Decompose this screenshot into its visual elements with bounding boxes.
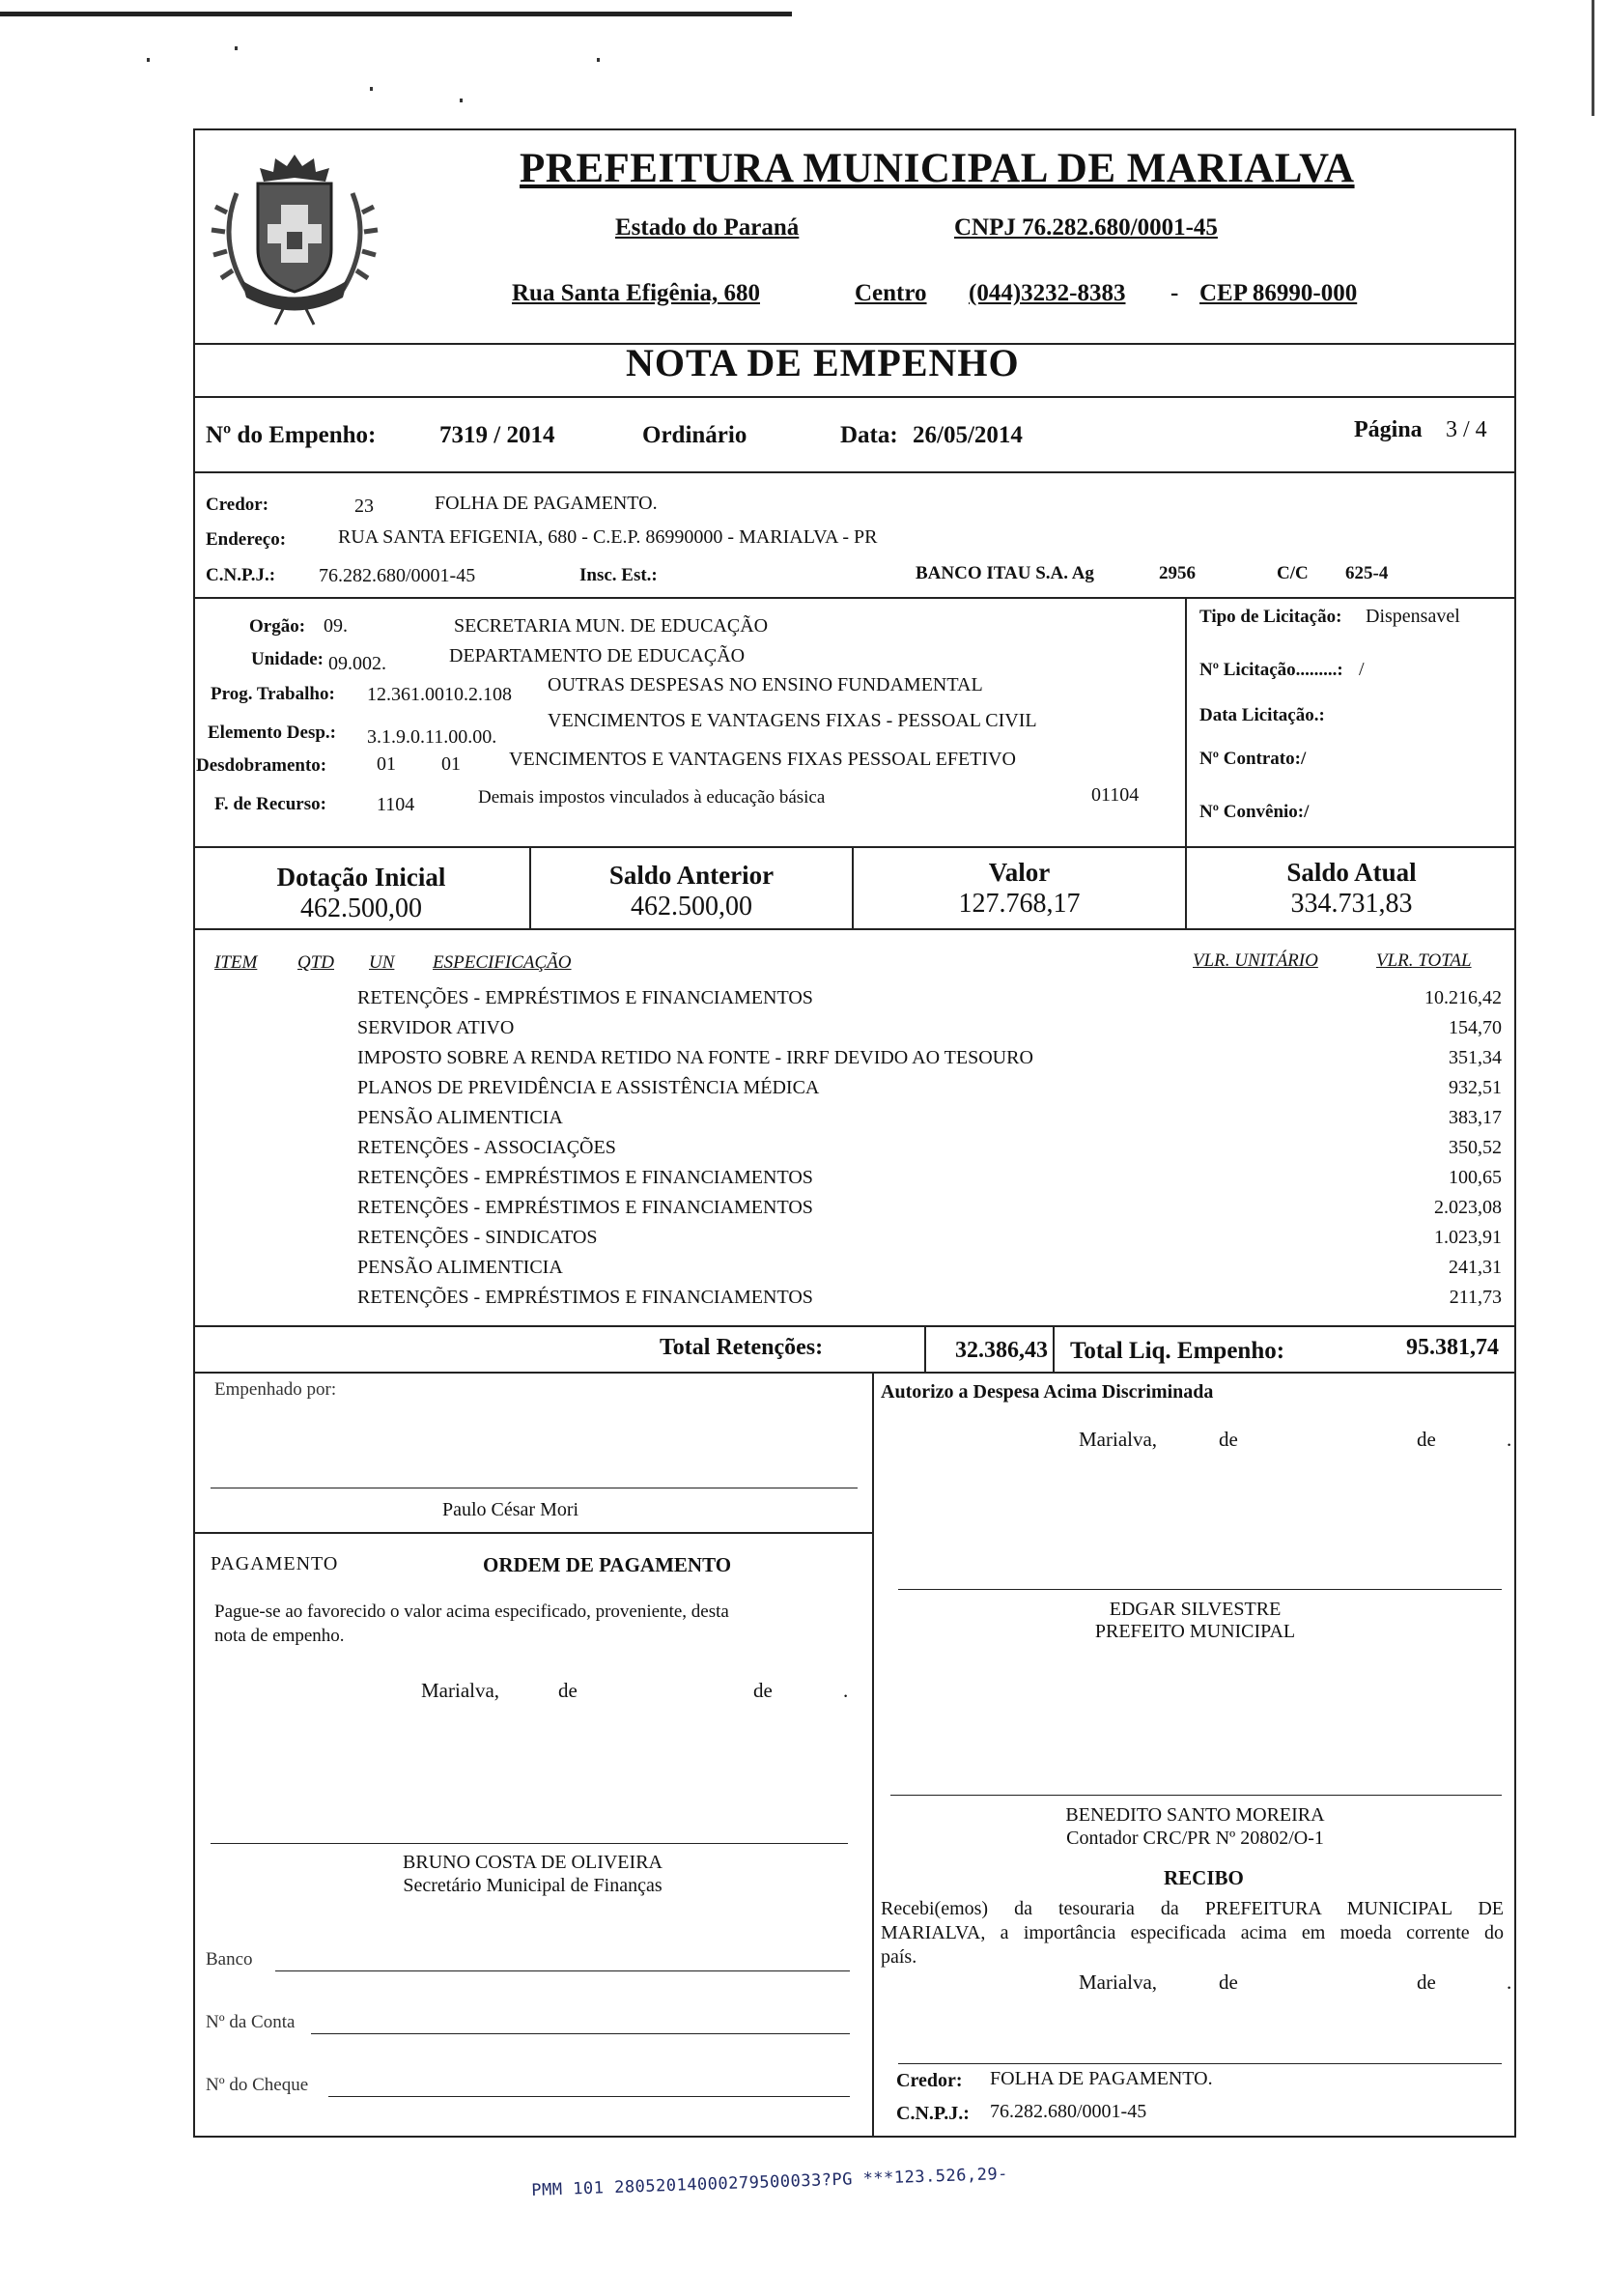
cep-label: CEP 86990-000 xyxy=(1199,280,1358,306)
unidade-code: 09.002. xyxy=(328,653,386,674)
signature-line xyxy=(898,1589,1502,1590)
phone-label: (044)3232-8383 xyxy=(969,280,1126,306)
scan-speck xyxy=(460,99,463,102)
col-especificacao: ESPECIFICAÇÃO xyxy=(433,952,572,973)
divider-vertical xyxy=(1053,1325,1055,1372)
item-total: 351,34 xyxy=(1449,1047,1502,1068)
divider xyxy=(193,1325,1516,1327)
recibo-credor-value: FOLHA DE PAGAMENTO. xyxy=(990,2068,1213,2089)
insc-est-label: Insc. Est.: xyxy=(579,565,658,585)
desdobramento-label: Desdobramento: xyxy=(196,755,327,776)
recibo-title: RECIBO xyxy=(1164,1866,1244,1889)
unidade-label: Unidade: xyxy=(251,649,324,669)
desdobramento-name: VENCIMENTOS E VANTAGENS FIXAS PESSOAL EFETIVO xyxy=(509,749,1016,770)
banco-field-line xyxy=(275,1970,850,1971)
item-desc: RETENÇÕES - EMPRÉSTIMOS E FINANCIAMENTOS xyxy=(357,1287,813,1308)
divider xyxy=(193,396,1516,398)
recibo-cnpj-label: C.N.P.J.: xyxy=(896,2103,970,2124)
signature-line xyxy=(898,2063,1502,2064)
col-qtd: QTD xyxy=(297,952,335,973)
cnpj-label: CNPJ 76.282.680/0001-45 xyxy=(954,214,1218,241)
item-desc: PENSÃO ALIMENTICIA xyxy=(357,1107,563,1128)
recibo-de2: de xyxy=(1417,1970,1436,1994)
prefeito-title: PREFEITO MUNICIPAL xyxy=(1094,1621,1296,1642)
recibo-credor-label: Credor: xyxy=(896,2070,963,2091)
item-desc: RETENÇÕES - EMPRÉSTIMOS E FINANCIAMENTOS xyxy=(357,1197,813,1218)
col-un: UN xyxy=(369,952,395,973)
pagamento-label: PAGAMENTO xyxy=(211,1553,339,1574)
recibo-place: Marialva, xyxy=(1079,1970,1158,1994)
secretario-title: Secretário Municipal de Finanças xyxy=(403,1875,663,1896)
endereco-label: Endereço: xyxy=(206,529,287,550)
divider xyxy=(193,1372,1516,1374)
cheque-label: Nº do Cheque xyxy=(206,2075,309,2095)
num-licitacao-label: Nº Licitação.........: xyxy=(1199,660,1343,680)
secretario-name: BRUNO COSTA DE OLIVEIRA xyxy=(403,1852,663,1873)
cnpj-credor-label: C.N.P.J.: xyxy=(206,565,276,585)
items-list xyxy=(357,987,1502,1317)
valor-value: 127.768,17 xyxy=(958,889,1081,919)
bank-agency: 2956 xyxy=(1159,563,1196,583)
table-row xyxy=(357,1017,1502,1047)
dotacao-label: Dotação Inicial xyxy=(276,863,446,892)
divider-vertical xyxy=(872,1372,874,2138)
table-row xyxy=(357,987,1502,1017)
divider xyxy=(193,471,1516,473)
table-row xyxy=(357,1137,1502,1167)
recibo-de1: de xyxy=(1219,1970,1238,1994)
divider-vertical xyxy=(924,1325,926,1372)
header-dash: - xyxy=(1170,280,1179,306)
autorizo-de1: de xyxy=(1219,1428,1238,1451)
orgao-name: SECRETARIA MUN. DE EDUCAÇÃO xyxy=(454,615,769,637)
endereco-value: RUA SANTA EFIGENIA, 680 - C.E.P. 86990000 - MARIALVA - PR xyxy=(338,526,878,548)
elemento-label: Elemento Desp.: xyxy=(208,723,336,743)
scan-speck xyxy=(147,58,150,62)
item-total: 154,70 xyxy=(1449,1017,1502,1038)
credor-name: FOLHA DE PAGAMENTO. xyxy=(435,493,658,514)
scan-speck xyxy=(370,87,373,91)
empenho-number: 7319 / 2014 xyxy=(439,422,555,448)
prog-trabalho-label: Prog. Trabalho: xyxy=(211,684,335,704)
saldo-atual-value: 334.731,83 xyxy=(1290,889,1413,919)
table-row xyxy=(357,1287,1502,1317)
tipo-licitacao-value: Dispensavel xyxy=(1366,606,1460,627)
item-total: 383,17 xyxy=(1449,1107,1502,1128)
valor-label: Valor xyxy=(988,858,1051,887)
credor-code: 23 xyxy=(354,496,374,517)
table-row xyxy=(357,1047,1502,1077)
divider xyxy=(193,928,1516,930)
pagamento-text-line1: Pague-se ao favorecido o valor acima especificado, proveniente, desta xyxy=(214,1602,729,1622)
item-desc: RETENÇÕES - ASSOCIAÇÕES xyxy=(357,1137,616,1158)
total-retencoes-label: Total Retenções: xyxy=(660,1335,824,1360)
item-desc: RETENÇÕES - EMPRÉSTIMOS E FINANCIAMENTOS xyxy=(357,1167,813,1188)
municipality-title: PREFEITURA MUNICIPAL DE MARIALVA xyxy=(520,146,1355,191)
num-licitacao-value: / xyxy=(1359,659,1365,680)
col-vlr-unitario: VLR. UNITÁRIO xyxy=(1193,950,1318,971)
cheque-field-line xyxy=(328,2096,850,2097)
item-total: 211,73 xyxy=(1449,1287,1502,1308)
recibo-dot: . xyxy=(1507,1970,1512,1994)
table-row xyxy=(357,1167,1502,1197)
item-total: 932,51 xyxy=(1449,1077,1502,1098)
autorizo-de2: de xyxy=(1417,1428,1436,1451)
saldo-anterior-value: 462.500,00 xyxy=(631,892,752,921)
pagamento-place: Marialva, xyxy=(421,1679,500,1702)
unidade-name: DEPARTAMENTO DE EDUCAÇÃO xyxy=(449,645,746,666)
item-desc: IMPOSTO SOBRE A RENDA RETIDO NA FONTE - IRRF DEVIDO AO TESOURO xyxy=(357,1047,1033,1068)
item-total: 10.216,42 xyxy=(1424,987,1502,1008)
elemento-code: 3.1.9.0.11.00.00. xyxy=(367,726,497,748)
divider xyxy=(193,597,1516,599)
ordem-pagamento-label: ORDEM DE PAGAMENTO xyxy=(483,1553,732,1576)
total-liquido-value: 95.381,74 xyxy=(1406,1335,1499,1360)
item-desc: PENSÃO ALIMENTICIA xyxy=(357,1257,563,1278)
conta-field-line xyxy=(311,2033,850,2034)
desdobramento-code2: 01 xyxy=(441,753,461,775)
item-desc: RETENÇÕES - SINDICATOS xyxy=(357,1227,598,1248)
autorizo-dot: . xyxy=(1507,1428,1512,1451)
scan-edge-right xyxy=(1592,0,1594,116)
scan-speck xyxy=(597,58,600,62)
table-row xyxy=(357,1077,1502,1107)
recibo-cnpj-value: 76.282.680/0001-45 xyxy=(990,2101,1147,2122)
item-desc: SERVIDOR ATIVO xyxy=(357,1017,515,1038)
prog-trabalho-name: OUTRAS DESPESAS NO ENSINO FUNDAMENTAL xyxy=(548,674,983,695)
scan-speck xyxy=(235,46,238,50)
saldo-anterior-label: Saldo Anterior xyxy=(608,861,775,890)
desdobramento-code1: 01 xyxy=(377,753,396,775)
coat-of-arms-logo xyxy=(198,135,391,328)
item-total: 1.023,91 xyxy=(1434,1227,1502,1248)
pagamento-text-line2: nota de empenho. xyxy=(214,1626,345,1646)
total-liquido-label: Total Liq. Empenho: xyxy=(1070,1338,1285,1364)
date-label: Data: xyxy=(840,422,898,448)
recurso-name: Demais impostos vinculados à educação básica xyxy=(478,787,826,808)
item-total: 350,52 xyxy=(1449,1137,1502,1158)
recibo-line1: Recebi(emos) da tesouraria da PREFEITURA MUNICIPAL DE xyxy=(881,1898,1504,1919)
table-row xyxy=(357,1107,1502,1137)
mechanical-stamp: PMM 101 28052014000279500033?PG ***123.526,29- xyxy=(531,2164,1009,2200)
cc-label: C/C xyxy=(1277,563,1309,583)
prog-trabalho-code: 12.361.0010.2.108 xyxy=(367,684,512,705)
cnpj-credor-value: 76.282.680/0001-45 xyxy=(319,565,476,586)
address-label: Rua Santa Efigênia, 680 xyxy=(512,280,760,306)
item-total: 241,31 xyxy=(1449,1257,1502,1278)
credor-label: Credor: xyxy=(206,495,269,515)
dotacao-value: 462.500,00 xyxy=(300,893,422,923)
data-licitacao-label: Data Licitação.: xyxy=(1199,705,1325,725)
recibo-line3: país. xyxy=(881,1946,917,1968)
scan-edge-top xyxy=(0,12,792,16)
empenho-number-label: Nº do Empenho: xyxy=(206,422,377,448)
contador-name: BENEDITO SANTO MOREIRA xyxy=(1065,1804,1325,1826)
doc-title: NOTA DE EMPENHO xyxy=(626,341,1020,384)
elemento-name: VENCIMENTOS E VANTAGENS FIXAS - PESSOAL CIVIL xyxy=(548,710,1037,731)
col-vlr-total: VLR. TOTAL xyxy=(1376,950,1472,971)
orgao-label: Orgão: xyxy=(249,616,306,637)
bank-name: BANCO ITAU S.A. Ag xyxy=(916,563,1094,583)
item-desc: PLANOS DE PREVIDÊNCIA E ASSISTÊNCIA MÉDICA xyxy=(357,1077,820,1098)
divider-vertical xyxy=(1185,597,1187,846)
item-total: 2.023,08 xyxy=(1434,1197,1502,1218)
banco-label: Banco xyxy=(206,1949,253,1970)
empenho-type: Ordinário xyxy=(642,422,747,448)
pagamento-de1: de xyxy=(558,1679,578,1702)
cc-value: 625-4 xyxy=(1345,563,1389,583)
table-row xyxy=(357,1227,1502,1257)
table-row xyxy=(357,1257,1502,1287)
recurso-label: F. de Recurso: xyxy=(214,794,326,814)
recurso-code2: 01104 xyxy=(1091,784,1140,806)
district-label: Centro xyxy=(855,280,927,306)
autorizo-place: Marialva, xyxy=(1079,1428,1158,1451)
signature-line xyxy=(211,1843,848,1844)
empenhado-por-label: Empenhado por: xyxy=(214,1379,337,1400)
prefeito-name: EDGAR SILVESTRE xyxy=(1109,1599,1282,1620)
item-desc: RETENÇÕES - EMPRÉSTIMOS E FINANCIAMENTOS xyxy=(357,987,813,1008)
divider xyxy=(193,846,1516,848)
pagamento-dot: . xyxy=(843,1679,849,1702)
contador-title: Contador CRC/PR Nº 20802/O-1 xyxy=(1066,1828,1324,1849)
table-row xyxy=(357,1197,1502,1227)
total-retencoes-value: 32.386,43 xyxy=(955,1338,1048,1363)
convenio-label: Nº Convênio:/ xyxy=(1199,802,1310,822)
recurso-code: 1104 xyxy=(377,794,415,815)
recibo-line2: MARIALVA, a importância especificada acima em moeda corrente do xyxy=(881,1922,1504,1943)
date-value: 26/05/2014 xyxy=(913,422,1023,448)
saldo-atual-label: Saldo Atual xyxy=(1286,858,1417,887)
state-label: Estado do Paraná xyxy=(615,214,800,241)
page-label: Página xyxy=(1354,417,1423,442)
tipo-licitacao-label: Tipo de Licitação: xyxy=(1199,607,1342,627)
orgao-code: 09. xyxy=(324,615,348,637)
signature-line xyxy=(890,1795,1502,1796)
pagamento-de2: de xyxy=(753,1679,773,1702)
autorizo-text: Autorizo a Despesa Acima Discriminada xyxy=(881,1381,1214,1403)
col-item: ITEM xyxy=(214,952,258,973)
empenhado-por-name: Paulo César Mori xyxy=(442,1499,579,1520)
conta-label: Nº da Conta xyxy=(206,2012,296,2032)
item-total: 100,65 xyxy=(1449,1167,1502,1188)
divider xyxy=(193,1532,872,1534)
contrato-label: Nº Contrato:/ xyxy=(1199,749,1307,769)
page-value: 3 / 4 xyxy=(1446,417,1487,442)
